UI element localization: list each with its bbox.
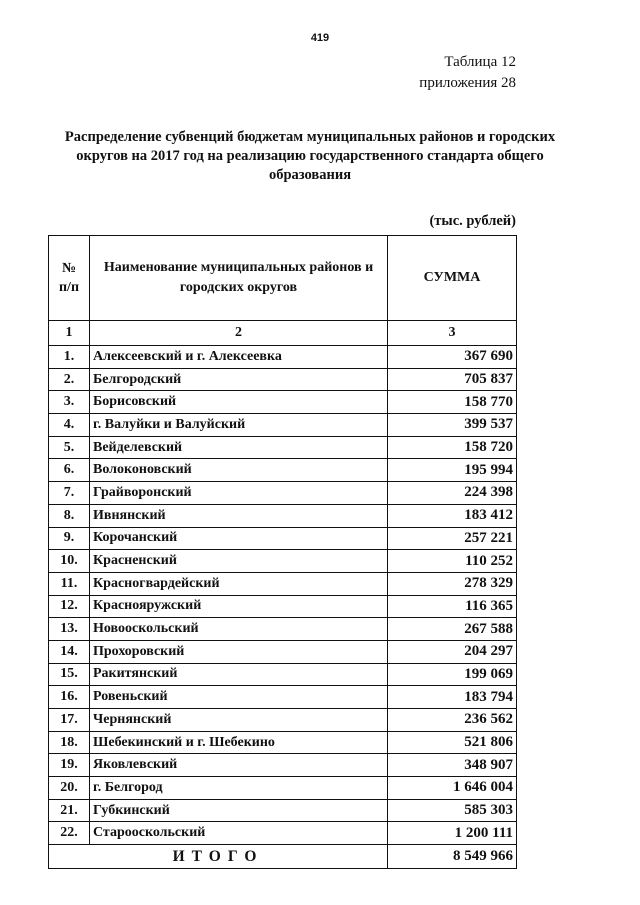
row-number: 7. (49, 482, 90, 505)
row-name: Яковлевский (90, 754, 388, 777)
row-name: Прохоровский (90, 640, 388, 663)
row-number: 18. (49, 731, 90, 754)
row-name: Белгородский (90, 368, 388, 391)
row-number: 22. (49, 822, 90, 845)
subvention-table (48, 235, 517, 869)
table-row (49, 436, 517, 459)
row-number: 3. (49, 391, 90, 414)
row-sum: 1 646 004 (388, 777, 517, 800)
row-name: Чернянский (90, 709, 388, 732)
table-ref-line2: приложения 28 (419, 75, 516, 91)
table-row (49, 527, 517, 550)
table-ref-line1: Таблица 12 (444, 54, 516, 70)
page-number: 419 (310, 32, 330, 44)
row-number: 10. (49, 550, 90, 573)
table-row (49, 709, 517, 732)
row-sum: 1 200 111 (388, 822, 517, 845)
column-index: 2 (90, 321, 388, 346)
row-sum: 158 720 (388, 436, 517, 459)
row-sum: 348 907 (388, 754, 517, 777)
row-name: Грайворонский (90, 482, 388, 505)
table-row (49, 777, 517, 800)
row-number: 8. (49, 504, 90, 527)
table-row (49, 572, 517, 595)
row-name: Волоконовский (90, 459, 388, 482)
row-sum: 521 806 (388, 731, 517, 754)
row-name: Ивнянский (90, 504, 388, 527)
row-number: 14. (49, 640, 90, 663)
row-name: Новооскольский (90, 618, 388, 641)
row-sum: 585 303 (388, 799, 517, 822)
table-row (49, 663, 517, 686)
table-row (49, 754, 517, 777)
column-index: 3 (388, 321, 517, 346)
row-number: 19. (49, 754, 90, 777)
row-number: 9. (49, 527, 90, 550)
row-number: 11. (49, 572, 90, 595)
column-index: 1 (49, 321, 90, 346)
header-sum: СУММА (388, 236, 517, 321)
table-row (49, 459, 517, 482)
row-sum: 110 252 (388, 550, 517, 573)
table-row (49, 550, 517, 573)
row-sum: 399 537 (388, 414, 517, 437)
row-sum: 195 994 (388, 459, 517, 482)
total-row (49, 845, 517, 869)
header-name: Наименование муниципальных районов и городских округов (90, 236, 388, 321)
table-row (49, 640, 517, 663)
row-number: 21. (49, 799, 90, 822)
row-name: Ракитянский (90, 663, 388, 686)
row-sum: 224 398 (388, 482, 517, 505)
row-name: Красногвардейский (90, 572, 388, 595)
total-label: ИТОГО (49, 845, 388, 869)
units-label: (тыс. рублей) (429, 213, 516, 229)
row-sum: 257 221 (388, 527, 517, 550)
table-row (49, 731, 517, 754)
row-name: Вейделевский (90, 436, 388, 459)
row-number: 16. (49, 686, 90, 709)
row-name: г. Белгород (90, 777, 388, 800)
row-number: 2. (49, 368, 90, 391)
table-row (49, 504, 517, 527)
header-num-label: п/п (58, 280, 80, 295)
row-name: Алексеевский и г. Алексеевка (90, 346, 388, 369)
row-sum: 367 690 (388, 346, 517, 369)
row-number: 15. (49, 663, 90, 686)
row-number: 20. (49, 777, 90, 800)
table-reference (419, 52, 516, 94)
column-index-row (49, 321, 517, 346)
row-name: Краснояружский (90, 595, 388, 618)
row-number: 1. (49, 346, 90, 369)
row-sum: 204 297 (388, 640, 517, 663)
header-row (49, 236, 517, 321)
row-number: 13. (49, 618, 90, 641)
table-row (49, 346, 517, 369)
table-row (49, 482, 517, 505)
row-name: Старооскольский (90, 822, 388, 845)
table-row (49, 368, 517, 391)
row-sum: 158 770 (388, 391, 517, 414)
row-sum: 236 562 (388, 709, 517, 732)
row-sum: 267 588 (388, 618, 517, 641)
row-name: Шебекинский и г. Шебекино (90, 731, 388, 754)
document-title: Распределение субвенций бюджетам муниципальных районов и городских округов на 2017 год на реализацию государственного стандарта общего образования (64, 129, 556, 183)
row-sum: 183 794 (388, 686, 517, 709)
table-row (49, 618, 517, 641)
row-sum: 278 329 (388, 572, 517, 595)
row-number: 17. (49, 709, 90, 732)
row-name: Губкинский (90, 799, 388, 822)
table-row (49, 822, 517, 845)
header-num (49, 236, 90, 321)
row-name: Борисовский (90, 391, 388, 414)
row-sum: 183 412 (388, 504, 517, 527)
table-row (49, 686, 517, 709)
row-name: Ровеньский (90, 686, 388, 709)
row-number: 5. (49, 436, 90, 459)
table-row (49, 391, 517, 414)
row-name: г. Валуйки и Валуйский (90, 414, 388, 437)
row-number: 6. (49, 459, 90, 482)
header-num-sign: № (61, 261, 77, 276)
row-sum: 705 837 (388, 368, 517, 391)
table-row (49, 799, 517, 822)
row-sum: 116 365 (388, 595, 517, 618)
table-row (49, 595, 517, 618)
row-name: Корочанский (90, 527, 388, 550)
row-number: 4. (49, 414, 90, 437)
table-row (49, 414, 517, 437)
row-number: 12. (49, 595, 90, 618)
row-sum: 199 069 (388, 663, 517, 686)
row-name: Красненский (90, 550, 388, 573)
total-sum: 8 549 966 (388, 845, 517, 869)
